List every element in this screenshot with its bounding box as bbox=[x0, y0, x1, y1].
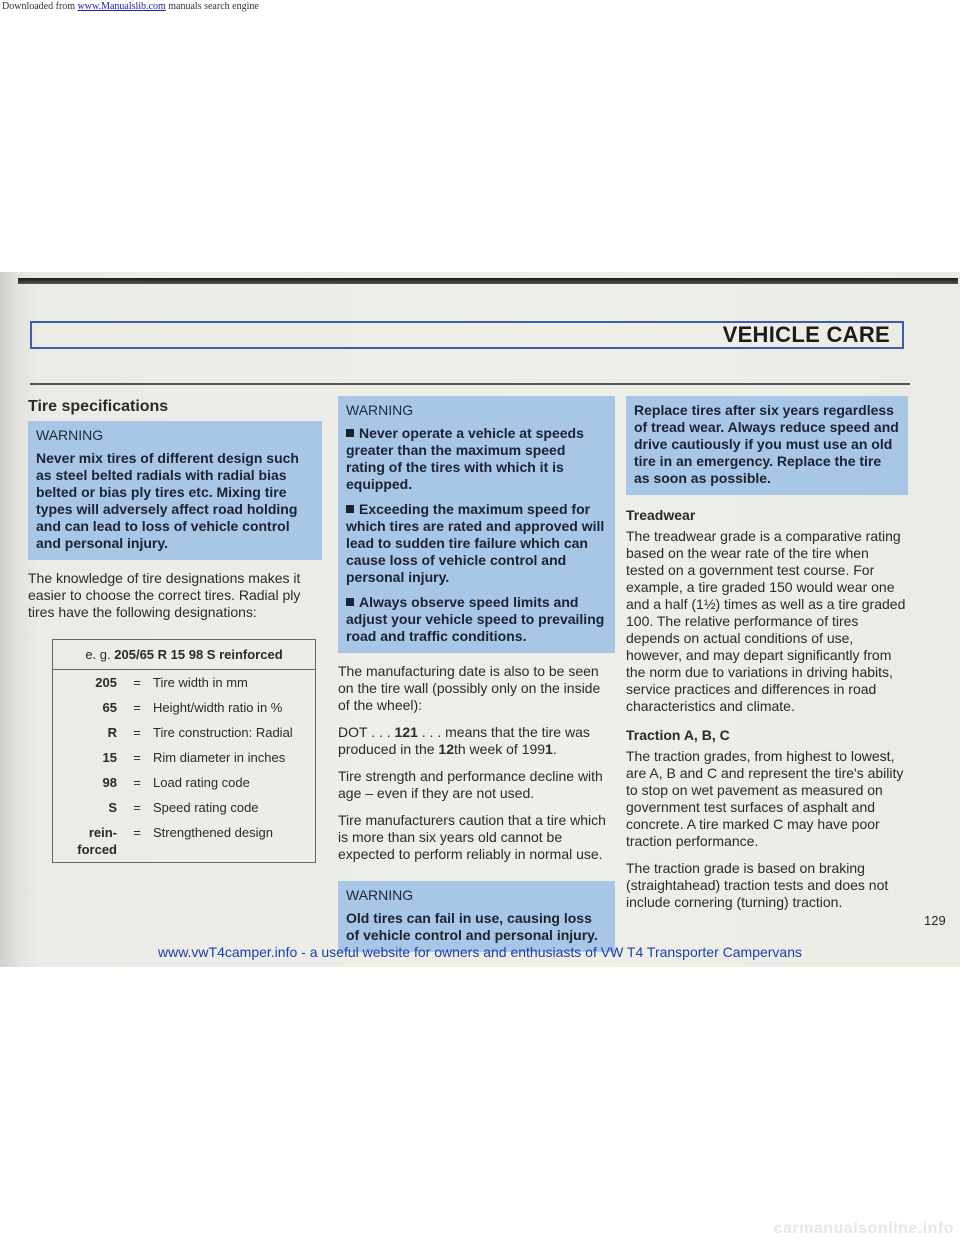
bullet-icon bbox=[346, 505, 354, 513]
table-caption: e. g. 205/65 R 15 98 S reinforced bbox=[53, 640, 316, 670]
column-2 bbox=[338, 396, 615, 952]
header-box bbox=[30, 321, 904, 349]
table-row: 205 = Tire width in mm bbox=[95, 675, 248, 690]
source-suffix: manuals search engine bbox=[165, 1, 259, 12]
manualslib-link[interactable]: www.Manualslib.com bbox=[77, 1, 166, 12]
warning-box-old-tires bbox=[338, 881, 615, 952]
warning-title: WARNING bbox=[346, 887, 414, 903]
warning-text: Replace tires after six years regardless of tread wear. Always reduce speed and drive cautiously if you must use an old tire in an emergency. Replace the tire as soon as possible. bbox=[634, 402, 899, 486]
table-row: R = Tire construction: Radial bbox=[107, 725, 293, 740]
warning-box-speed bbox=[338, 396, 615, 653]
warning-box-mixing-tires bbox=[28, 421, 322, 560]
dot-code-paragraph: DOT . . . 121 . . . means that the tire was produced in the 12th week of 1991. bbox=[338, 724, 590, 757]
warning-item: Always observe speed limits and adjust your vehicle speed to prevailing road and traffic conditions. bbox=[346, 594, 605, 644]
download-source-line bbox=[2, 1, 259, 12]
header-rule bbox=[30, 383, 910, 385]
warning-text: Old tires can fail in use, causing loss of vehicle control and personal injury. bbox=[346, 910, 598, 943]
page-number: 129 bbox=[924, 913, 946, 928]
traction-paragraph-1: The traction grades, from highest to lowest, are A, B and C and represent the tire's ability to stop on wet pavement as measured on government test surfaces of asphalt and concrete. A tire marked C may have poor traction performance. bbox=[626, 748, 904, 849]
section-header-title: VEHICLE CARE bbox=[722, 322, 890, 347]
warning-item: Exceeding the maximum speed for which tires are rated and approved will lead to sudden tire failure which can cause loss of vehicle control and personal injury. bbox=[346, 501, 605, 585]
column-3 bbox=[626, 396, 908, 911]
tire-age-paragraph: Tire manufacturers caution that a tire which is more than six years old cannot be expected to perform reliably in normal use. bbox=[338, 812, 606, 862]
source-prefix: Downloaded from bbox=[2, 1, 78, 12]
treadwear-title: Treadwear bbox=[626, 507, 696, 523]
table-row: 98 = Load rating code bbox=[102, 775, 250, 790]
warning-title: WARNING bbox=[36, 427, 104, 443]
tire-specifications-title: Tire specifications bbox=[28, 398, 169, 415]
column-1 bbox=[28, 398, 322, 863]
warning-item: Never operate a vehicle at speeds greater than the maximum speed rating of the tires with which it is equipped. bbox=[346, 425, 584, 492]
intro-paragraph: The knowledge of tire designations makes it easier to choose the correct tires. Radial ply tires have the following designations: bbox=[28, 570, 301, 620]
table-row: rein-forced = Strengthened design bbox=[77, 825, 273, 857]
tire-designation-table bbox=[52, 639, 316, 863]
table-row: 15 = Rim diameter in inches bbox=[102, 750, 286, 765]
manufacturing-date-paragraph: The manufacturing date is also to be seen on the tire wall (possibly only on the inside of the wheel): bbox=[338, 663, 601, 713]
carmanualsonline-watermark: carmanualsonline.info bbox=[773, 1220, 954, 1237]
treadwear-paragraph: The treadwear grade is a comparative rating based on the wear rate of the tire when tested on a government test course. For example, a tire graded 150 would wear one and a half (1½) times as well as a tire graded 100. The relative performance of tires depends on actual conditions of use, however, and may depart significantly from the norm due to variations in driving habits, service practices and differences in road characteristics and climate. bbox=[626, 528, 906, 714]
table-row: S = Speed rating code bbox=[108, 800, 259, 815]
traction-paragraph-2: The traction grade is based on braking (straightahead) traction tests and does not include cornering (turning) traction. bbox=[626, 860, 889, 910]
vwt4camper-footer-link[interactable]: www.vwT4camper.info - a useful website for owners and enthusiasts of VW T4 Transporter Campervans bbox=[157, 944, 803, 960]
warning-text: Never mix tires of different design such as steel belted radials with radial bias belted or bias ply tires etc. Mixing tire types will adversely affect road holding and can lead to loss of vehicle control and personal injury. bbox=[36, 450, 299, 551]
warning-text bbox=[346, 425, 607, 645]
warning-box-replace-tires bbox=[626, 396, 908, 495]
tire-strength-paragraph: Tire strength and performance decline with age – even if they are not used. bbox=[338, 768, 603, 801]
bullet-icon bbox=[346, 429, 354, 437]
traction-title: Traction A, B, C bbox=[626, 727, 730, 743]
bullet-icon bbox=[346, 598, 354, 606]
top-rule bbox=[18, 278, 958, 284]
warning-title: WARNING bbox=[346, 402, 414, 418]
table-row: 65 = Height/width ratio in % bbox=[102, 700, 283, 715]
